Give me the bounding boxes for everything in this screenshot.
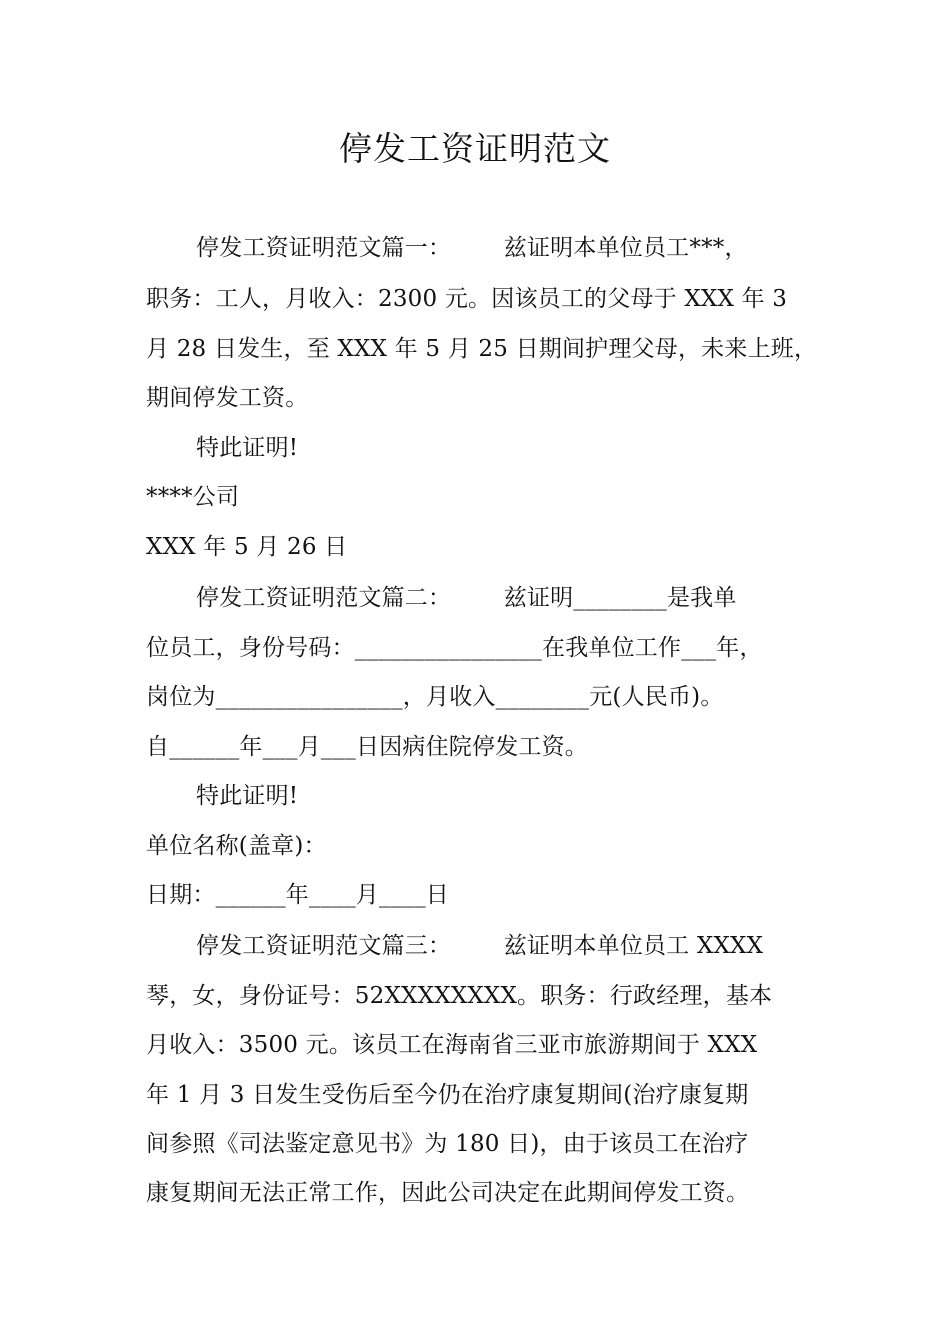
paragraph-2-line-4: 自______年___月___日因病住院停发工资。 [146,734,588,760]
date-2: 日期：______年____月____日 [146,882,449,908]
company-name: ****公司 [146,484,240,510]
paragraph-3-line-5: 间参照《司法鉴定意见书》为 180 日)，由于该员工在治疗 [146,1131,749,1157]
paragraph-3-line-4: 年 1 月 3 日发生受伤后至今仍在治疗康复期间(治疗康复期 [146,1082,749,1108]
paragraph-3-line-3: 月收入：3500 元。该员工在海南省三亚市旅游期间于 XXX [146,1032,758,1058]
unit-name-seal: 单位名称(盖章)： [146,833,327,859]
certify-text-2: 特此证明! [196,783,299,809]
paragraph-1-line-3: 月 28 日发生，至 XXX 年 5 月 25 日期间护理父母，未来上班， [146,336,818,362]
paragraph-2-line-3: 岗位为________________，月收入________元(人民币)。 [146,684,724,710]
paragraph-1-line-4: 期间停发工资。 [146,385,309,411]
paragraph-3-line-6: 康复期间无法正常工作，因此公司决定在此期间停发工资。 [146,1180,750,1206]
date-1: XXX 年 5 月 26 日 [146,534,348,560]
paragraph-1-line-1: 停发工资证明范文篇一： 兹证明本单位员工***， [196,235,748,261]
paragraph-3-line-1: 停发工资证明范文篇三： 兹证明本单位员工 XXXX [196,933,764,959]
paragraph-2-line-2: 位员工，身份号码：________________在我单位工作___年， [146,635,763,661]
document-title: 停发工资证明范文 [339,129,611,168]
paragraph-1-line-2: 职务：工人，月收入：2300 元。因该员工的父母于 XXX 年 3 [146,286,788,312]
paragraph-2-line-1: 停发工资证明范文篇二： 兹证明________是我单 [196,585,737,611]
certify-text-1: 特此证明! [196,435,299,461]
paragraph-3-line-2: 琴，女，身份证号：52XXXXXXXX。职务：行政经理，基本 [146,983,773,1009]
